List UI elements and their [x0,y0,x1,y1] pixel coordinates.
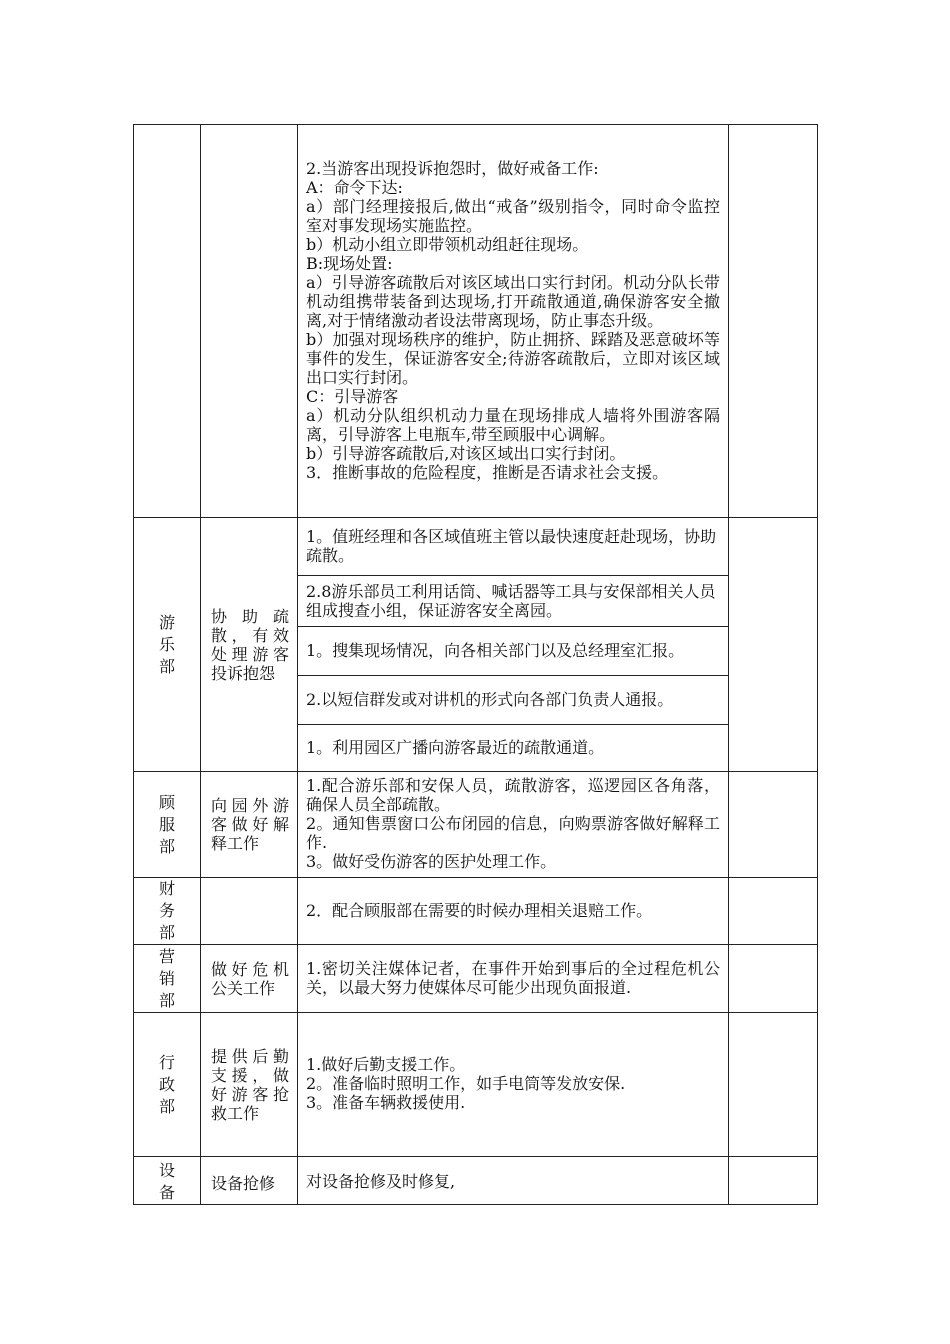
dept-name: 财务部 [158,879,175,942]
task-line: a）引导游客疏散后对该区域出口实行封闭。机动分队长带机动组携带装备到达现场,打开疏散通道,确保游客安全撤离,对于情绪激动者设法带离现场，防止事态升级。 [306,272,720,330]
task-item: 2.以短信群发或对讲机的形式向各部门负责人通报。 [298,675,728,724]
task-cell [298,125,729,518]
table-row [134,518,818,772]
dept-cell [134,878,201,945]
duty-cell: 向园外游客做好解释工作 [201,772,298,878]
task-line: 1.做好后勤支援工作。 [306,1055,466,1074]
dept-cell [134,518,201,772]
remark-cell [729,518,818,772]
task-line: a）部门经理接报后,做出“戒备”级别指令，同时命令监控室对事发现场实施监控。 [306,196,720,235]
remark-cell [729,772,818,878]
duty-cell: 协助疏散，有效处理游客投诉抱怨 [201,518,298,772]
duty-cell: 提供后勤支援，做好游客抢救工作 [201,1013,298,1157]
task-item: 2.8游乐部员工利用话筒、喊话器等工具与安保部相关人员组成搜查小组，保证游客安全离园。 [298,575,728,626]
task-cell [298,945,729,1013]
duty-cell: 做好危机公关工作 [201,945,298,1013]
duty-cell [201,878,298,945]
remark-cell [729,878,818,945]
task-cell [298,772,729,878]
dept-cell [134,1157,201,1205]
task-line: 1.密切关注媒体记者，在事件开始到事后的全过程危机公关，以最大努力使媒体尽可能少出现负面报道. [306,958,720,997]
dept-cell [134,772,201,878]
task-subtable [298,518,728,771]
table-row [134,1013,818,1157]
duty-cell [201,125,298,518]
dept-name: 营销部 [158,946,175,1010]
dept-cell [134,125,201,518]
task-line: 2．配合顾服部在需要的时候办理相关退赔工作。 [306,900,653,920]
task-line: 3．推断事故的危险程度，推断是否请求社会支援。 [306,462,669,482]
remark-cell [729,1013,818,1157]
task-line: b）引导游客疏散后,对该区域出口实行封闭。 [306,443,626,463]
task-line: a）机动分队组织机动力量在现场排成人墙将外围游客隔离，引导游客上电瓶车,带至顾服中心调解。 [306,405,720,444]
task-line: 对设备抢修及时修复, [306,1172,456,1191]
table-row [134,772,818,878]
emergency-duty-table [133,124,818,1205]
task-line: 2.当游客出现投诉抱怨时，做好戒备工作: [306,158,599,178]
dept-name: 设备 [158,1160,175,1202]
task-line: B:现场处置: [306,253,393,273]
table-row [134,945,818,1013]
task-cell [298,1157,729,1205]
task-cell [298,1013,729,1157]
remark-cell [729,945,818,1013]
task-line: 1.配合游乐部和安保人员，疏散游客，巡逻园区各角落，确保人员全部疏散。 [306,776,720,814]
task-line: A：命令下达: [306,177,403,197]
dept-name: 行政部 [158,1052,175,1116]
task-item: 1。值班经理和各区域值班主管以最快速度赶赴现场，协助疏散。 [298,518,728,575]
task-line: b）加强对现场秩序的维护，防止拥挤、踩踏及恶意破坏等事件的发生，保证游客安全;待游客疏散后，立即对该区域出口实行封闭。 [306,329,720,387]
task-line: C：引导游客 [306,386,399,406]
dept-cell [134,1013,201,1157]
task-line: 3。做好受伤游客的医护处理工作。 [306,852,557,871]
dept-cell [134,945,201,1013]
task-line: 3。准备车辆救援使用. [306,1093,466,1112]
dept-name: 顾服部 [158,792,175,856]
task-line: b）机动小组立即带领机动组赶往现场。 [306,234,589,254]
task-line: 2。通知售票窗口公布闭园的信息，向购票游客做好解释工作. [306,814,720,852]
table-row [134,125,818,518]
duty-cell: 设备抢修 [201,1157,298,1205]
remark-cell [729,125,818,518]
task-cell [298,518,729,772]
task-item: 1。搜集现场情况，向各相关部门以及总经理室汇报。 [298,626,728,675]
remark-cell [729,1157,818,1205]
table-row [134,878,818,945]
task-cell [298,878,729,945]
task-item: 1。利用园区广播向游客最近的疏散通道。 [306,738,605,758]
dept-name: 游乐部 [158,612,175,676]
table-row [134,1157,818,1205]
task-line: 2。准备临时照明工作，如手电筒等发放安保. [306,1074,626,1093]
